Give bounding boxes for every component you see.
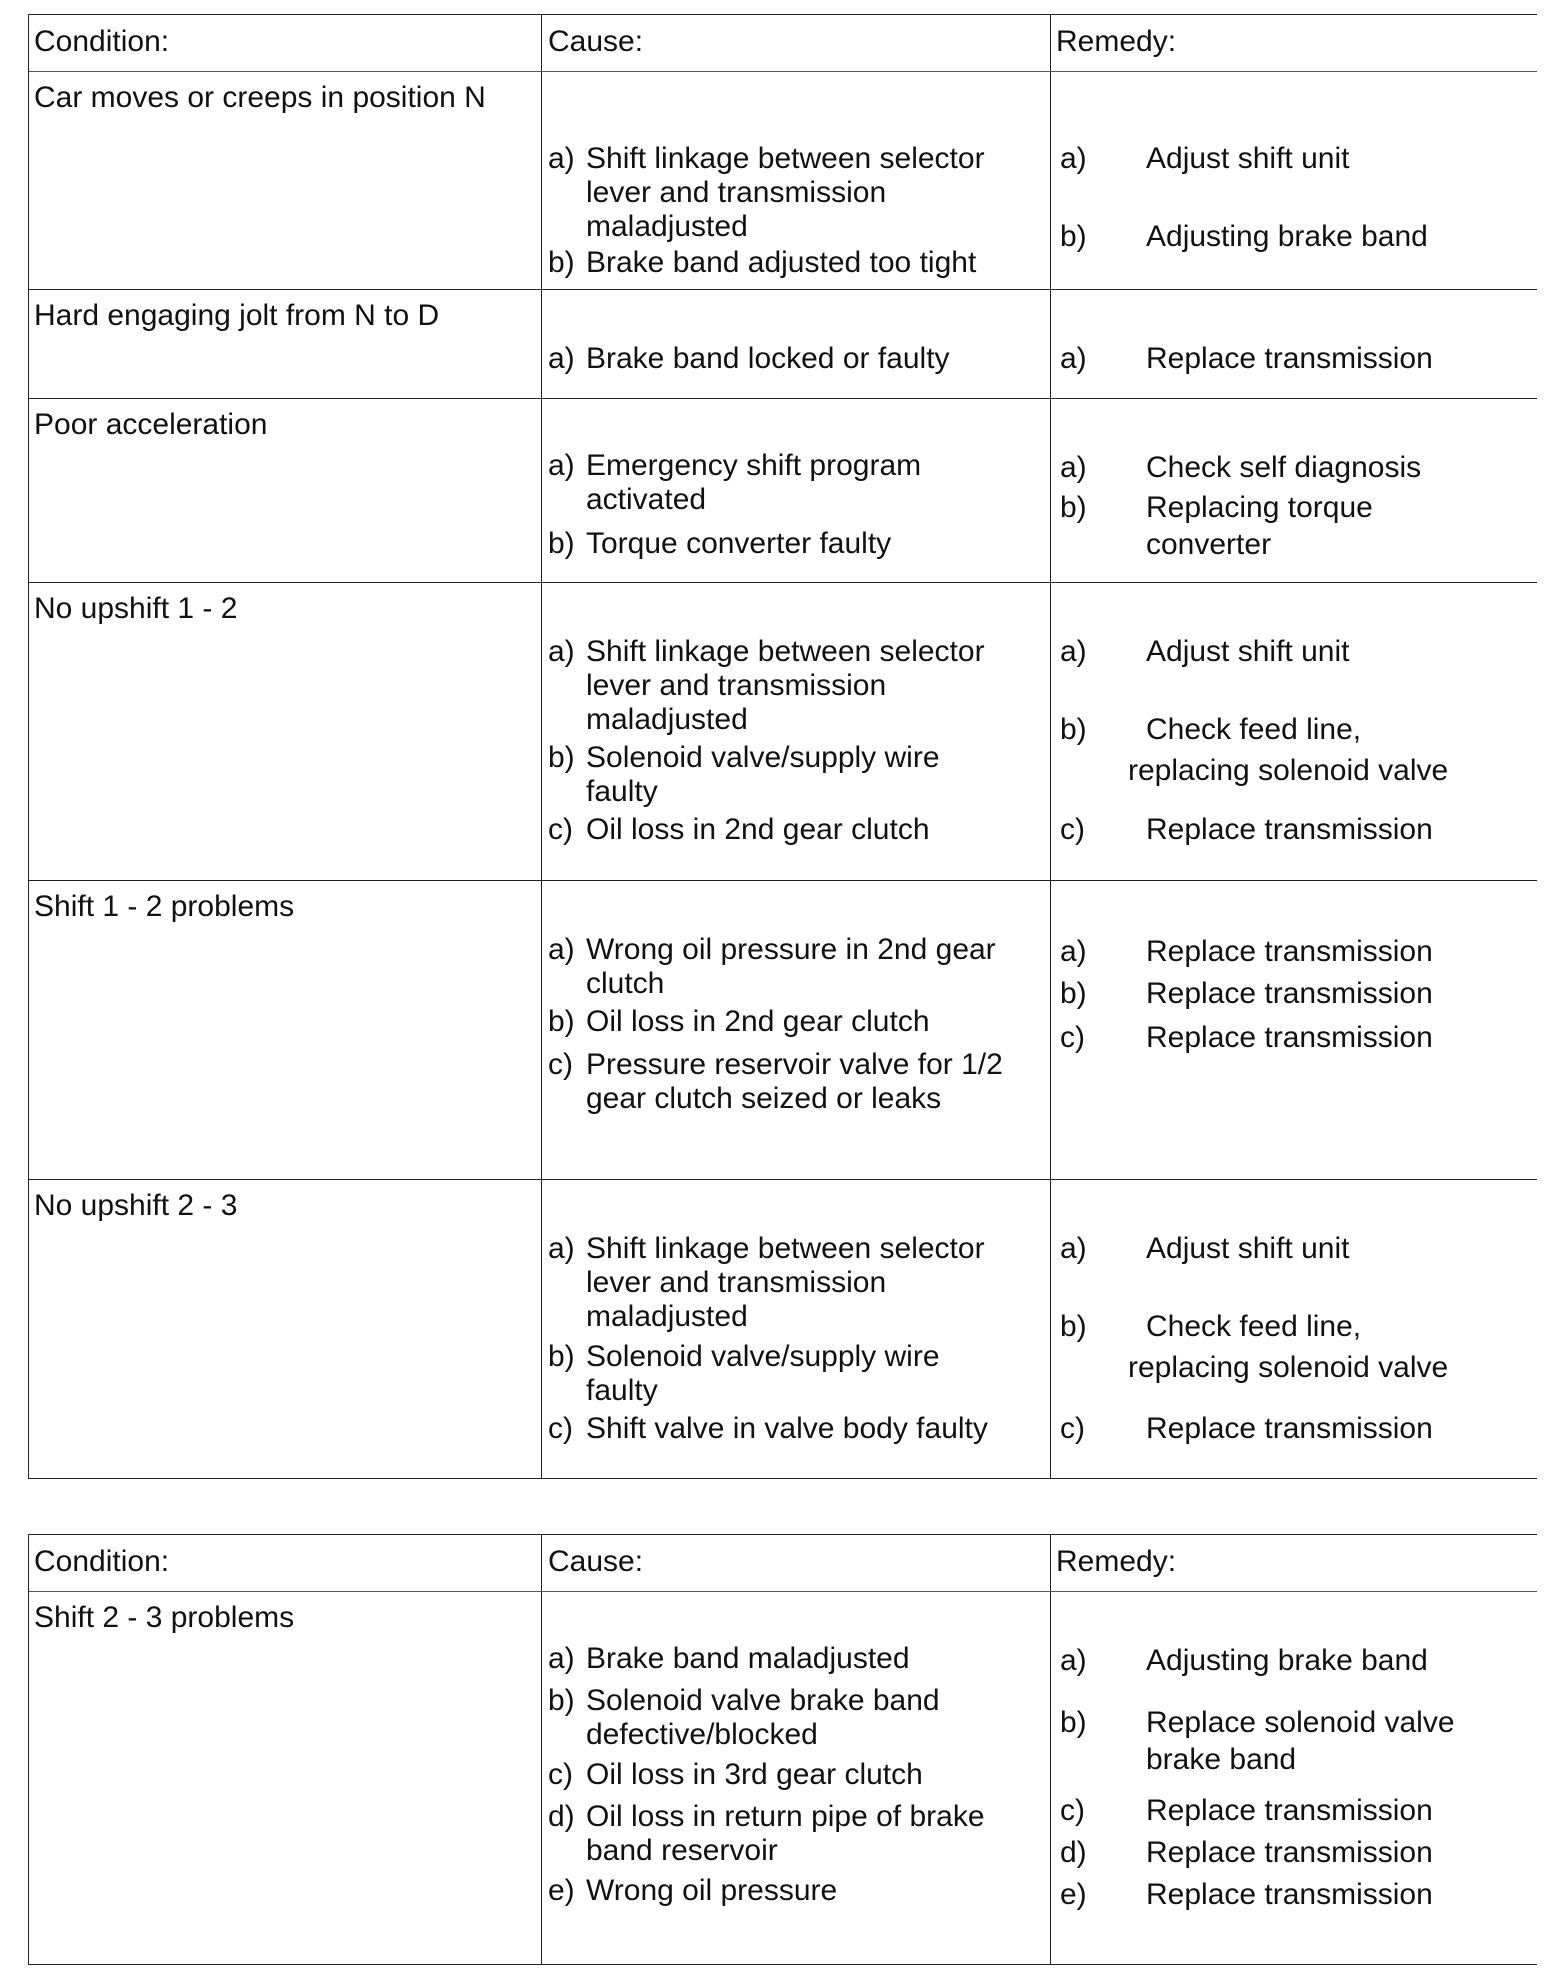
header-remedy: Remedy:: [1056, 1545, 1177, 1578]
cause-item: c) Shift valve in valve body faulty: [548, 1412, 988, 1445]
table-row: [29, 399, 1537, 583]
header-cause: Cause:: [548, 25, 644, 58]
cause-item: b) Solenoid valve/supply wire faulty: [548, 741, 940, 808]
cause-item: c) Oil loss in 2nd gear clutch: [548, 813, 930, 846]
remedy-item: b) Replace transmission: [1060, 977, 1433, 1010]
remedy-item: a) Adjust shift unit: [1060, 142, 1350, 175]
remedy-item: c) Replace transmission: [1060, 1794, 1433, 1827]
cause-item: c) Pressure reservoir valve for 1/2 gear clutch seized or leaks: [548, 1048, 1003, 1115]
condition-text: Hard engaging jolt from N to D: [34, 299, 440, 332]
cause-item: a) Brake band maladjusted: [548, 1642, 910, 1675]
table-row: [29, 583, 1537, 881]
condition-text: No upshift 2 - 3: [34, 1189, 238, 1222]
cause-item: c) Oil loss in 3rd gear clutch: [548, 1758, 923, 1791]
remedy-item: c) Replace transmission: [1060, 1412, 1433, 1445]
remedy-item: a) Adjust shift unit: [1060, 635, 1350, 668]
table-header: [29, 1535, 1537, 1592]
remedy-item: a) Replace transmission: [1060, 935, 1433, 968]
table-header: [29, 15, 1537, 72]
cause-item: a) Wrong oil pressure in 2nd gear clutch: [548, 933, 996, 1000]
cause-item: b) Torque converter faulty: [548, 527, 892, 560]
remedy-item: b) Check feed line, replacing solenoid valve: [1060, 713, 1449, 787]
remedy-item: a) Replace transmission: [1060, 342, 1433, 375]
header-cause: Cause:: [548, 1545, 644, 1578]
cause-item: a) Emergency shift program activated: [548, 449, 922, 516]
cause-item: a) Shift linkage between selector lever and transmission maladjusted: [548, 635, 985, 736]
cause-item: b) Oil loss in 2nd gear clutch: [548, 1005, 930, 1038]
remedy-item: c) Replace transmission: [1060, 1021, 1433, 1054]
troubleshooting-table-1: [28, 14, 1537, 1479]
cause-item: b) Solenoid valve/supply wire faulty: [548, 1340, 940, 1407]
header-remedy: Remedy:: [1056, 25, 1177, 58]
condition-text: Shift 1 - 2 problems: [34, 890, 295, 923]
remedy-item: a) Adjusting brake band: [1060, 1644, 1428, 1677]
condition-text: Shift 2 - 3 problems: [34, 1601, 295, 1634]
table-row: [29, 72, 1537, 290]
remedy-item: c) Replace transmission: [1060, 813, 1433, 846]
header-condition: Condition:: [34, 25, 170, 58]
cause-item: a) Shift linkage between selector lever and transmission maladjusted: [548, 1232, 985, 1333]
remedy-item: d) Replace transmission: [1060, 1836, 1433, 1869]
cause-item: e) Wrong oil pressure: [548, 1874, 838, 1907]
table-row: [29, 1180, 1537, 1478]
condition-text: Car moves or creeps in position N: [34, 81, 486, 114]
cause-item: d) Oil loss in return pipe of brake band reservoir: [548, 1800, 985, 1867]
condition-text: Poor acceleration: [34, 408, 268, 441]
cause-item: b) Solenoid valve brake band defective/blocked: [548, 1684, 940, 1751]
remedy-item: b) Check feed line, replacing solenoid valve: [1060, 1310, 1449, 1384]
table-row: [29, 881, 1537, 1180]
remedy-item: a) Check self diagnosis: [1060, 451, 1422, 484]
remedy-item: a) Adjust shift unit: [1060, 1232, 1350, 1265]
cause-item: a) Brake band locked or faulty: [548, 342, 950, 375]
troubleshooting-table-2: [28, 1534, 1537, 1965]
table-row: [29, 290, 1537, 399]
remedy-item: b) Replacing torque converter: [1060, 491, 1373, 561]
header-condition: Condition:: [34, 1545, 170, 1578]
remedy-item: b) Adjusting brake band: [1060, 220, 1428, 253]
cause-item: a) Shift linkage between selector lever and transmission maladjusted: [548, 142, 985, 243]
table-row: [29, 1592, 1537, 1964]
remedy-item: b) Replace solenoid valve brake band: [1060, 1706, 1455, 1776]
condition-text: No upshift 1 - 2: [34, 592, 238, 625]
cause-item: b) Brake band adjusted too tight: [548, 246, 977, 279]
remedy-item: e) Replace transmission: [1060, 1878, 1433, 1911]
